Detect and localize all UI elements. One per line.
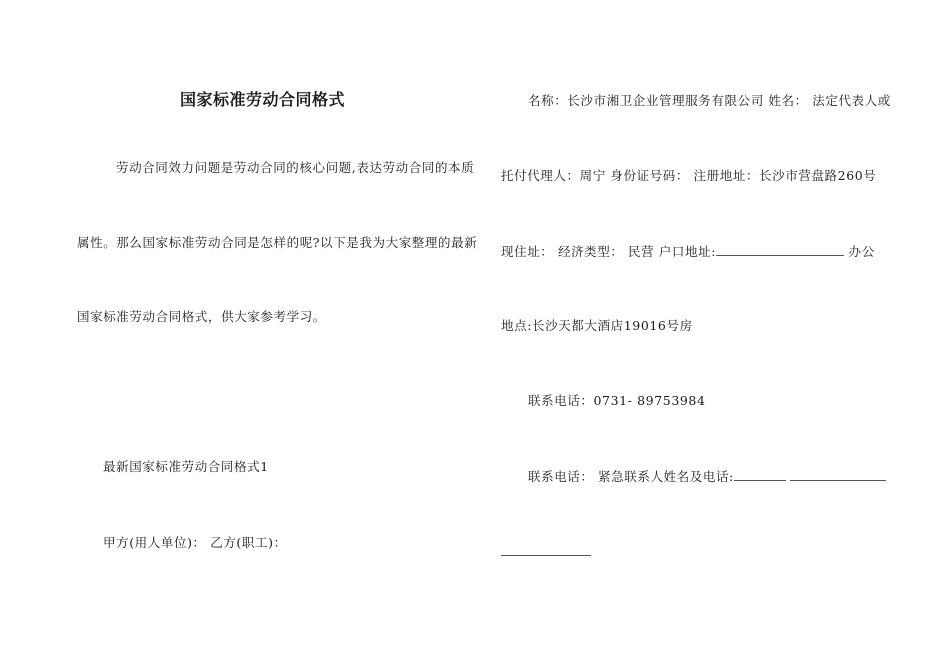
office-location-line: 地点:长沙天都大酒店19016号房 bbox=[501, 318, 693, 333]
intro-paragraph-line-1: 劳动合同效力问题是劳动合同的核心问题,表达劳动合同的本质 bbox=[116, 160, 475, 175]
section-heading: 最新国家标准劳动合同格式1 bbox=[103, 459, 269, 474]
page-title: 国家标准劳动合同格式 bbox=[179, 90, 345, 109]
residence-line bbox=[501, 243, 875, 260]
continuation-blank-line bbox=[501, 543, 591, 560]
agent-line: 托付代理人：周宁 身份证号码： 注册地址：长沙市营盘路260号 bbox=[501, 168, 877, 183]
emergency-contact-label: 联系电话： 紧急联系人姓名及电话: bbox=[528, 469, 734, 484]
emergency-phone-blank bbox=[790, 468, 886, 481]
office-label: 办公 bbox=[844, 244, 875, 259]
emergency-name-blank bbox=[734, 468, 786, 481]
continuation-blank bbox=[501, 543, 591, 556]
household-address-blank bbox=[716, 243, 844, 256]
intro-paragraph-line-3: 国家标准劳动合同格式，供大家参考学习。 bbox=[77, 309, 326, 324]
parties-line: 甲方(用人单位)： 乙方(职工)： bbox=[103, 535, 287, 550]
intro-paragraph-line-2: 属性。那么国家标准劳动合同是怎样的呢?以下是我为大家整理的最新 bbox=[77, 235, 478, 250]
phone-line: 联系电话：0731- 89753984 bbox=[528, 393, 706, 408]
company-name-line: 名称：长沙市湘卫企业管理服务有限公司 姓名： 法定代表人或 bbox=[528, 93, 891, 108]
residence-label: 现住址： 经济类型： 民营 户口地址: bbox=[501, 244, 717, 259]
right-page bbox=[475, 0, 950, 672]
emergency-contact-line bbox=[528, 468, 886, 485]
